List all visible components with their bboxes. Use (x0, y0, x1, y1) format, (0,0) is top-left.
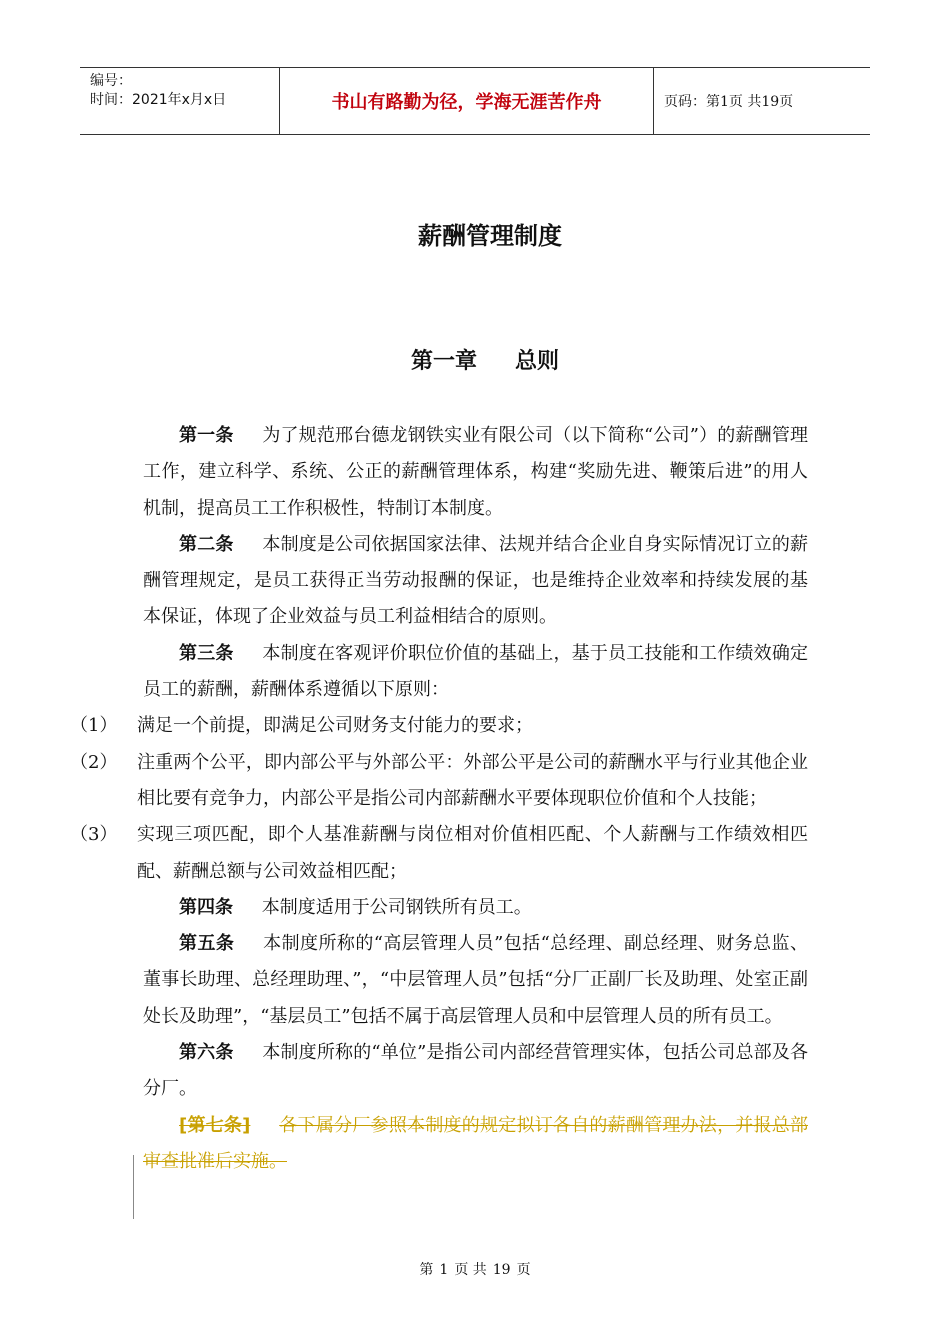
footer-mid: 页 共 (454, 1262, 487, 1278)
principle-text: 满足一个前提，即满足公司财务支付能力的要求； (137, 715, 533, 737)
principle-text: 注重两个公平，即内部公平与外部公平：外部公平是公司的薪酬水平与行业其他企业相比要有竞争力，内部公平是指公司内部薪酬水平要体现职位价值和个人技能； (137, 751, 808, 809)
serial-label: 编号： (90, 73, 132, 89)
article-text: 本制度适用于公司钢铁所有员工。 (261, 896, 532, 918)
document-body (70, 418, 809, 1180)
revision-change-bar (133, 1155, 134, 1219)
chapter-number: 第一章 (410, 349, 477, 374)
principle-item (70, 708, 808, 744)
date-label: 时间：2021年x月x日 (90, 92, 227, 108)
principle-number: （2） (70, 751, 118, 773)
article-text: 本制度所称的“高层管理人员”包括“总经理、副总经理、财务总监、董事长助理、总经理助理、”，“中层管理人员”包括“分厂正副厂长及助理、处室正副处长及助理”，“基层员工”包括不属于高层管理人员和中层管理人员的所有员工。 (143, 933, 808, 1027)
header-meta (80, 68, 280, 134)
article-paragraph (143, 1035, 808, 1108)
deleted-article (143, 1108, 808, 1181)
article-text: 本制度所称的“单位”是指公司内部经营管理实体，包括公司总部及各分厂。 (143, 1042, 808, 1100)
header-motto: 书山有路勤为径，学海无涯苦作舟 (280, 68, 654, 134)
page-header (80, 67, 870, 135)
footer-suffix: 页 (516, 1262, 531, 1278)
footer-total-pages: 19 (492, 1262, 511, 1278)
principle-item (70, 745, 808, 818)
footer-page-number: 1 (439, 1262, 449, 1278)
article-label: 第四条 (179, 896, 233, 918)
article-paragraph (143, 418, 808, 527)
page-footer (0, 1259, 950, 1279)
header-page-info: 页码：第1页 共19页 (664, 94, 794, 110)
article-text: 为了规范邢台德龙钢铁实业有限公司（以下简称“公司”）的薪酬管理工作，建立科学、系统、公正的薪酬管理体系，构建“奖励先进、鞭策后进”的用人机制，提高员工工作积极性，特制订本制度。 (143, 425, 808, 519)
principle-text: 实现三项匹配，即个人基准薪酬与岗位相对价值相匹配、个人薪酬与工作绩效相匹配、薪酬总额与公司效益相匹配； (137, 824, 808, 882)
article-label: 第一条 (179, 425, 234, 446)
chapter-heading (0, 344, 950, 375)
deleted-article-label: [第七条] (179, 1114, 251, 1136)
article-label: 第二条 (179, 533, 234, 555)
article-paragraph (143, 926, 808, 1035)
article-paragraph (143, 527, 808, 636)
chapter-name: 总则 (515, 349, 560, 374)
article-text: 本制度是公司依据国家法律、法规并结合企业自身实际情况订立的薪酬管理规定，是员工获得正当劳动报酬的保证，也是维持企业效率和持续发展的基本保证，体现了企业效益与员工利益相结合的原则。 (143, 533, 809, 628)
article-label: 第三条 (179, 642, 234, 664)
principle-number: （1） (70, 715, 118, 737)
document-title: 薪酬管理制度 (418, 222, 562, 250)
deleted-article-text: 各下属分厂参照本制度的规定拟订各自的薪酬管理办法，并报总部审查批准后实施。 (143, 1114, 809, 1172)
principle-number: （3） (70, 824, 118, 846)
article-paragraph (143, 636, 808, 709)
principle-item (70, 817, 808, 890)
article-label: 第六条 (179, 1042, 234, 1064)
article-text: 本制度在客观评价职位价值的基础上，基于员工技能和工作绩效确定员工的薪酬，薪酬体系遵循以下原则： (143, 642, 809, 701)
article-paragraph (143, 890, 808, 926)
article-label: 第五条 (179, 933, 235, 955)
footer-prefix: 第 (419, 1262, 434, 1278)
